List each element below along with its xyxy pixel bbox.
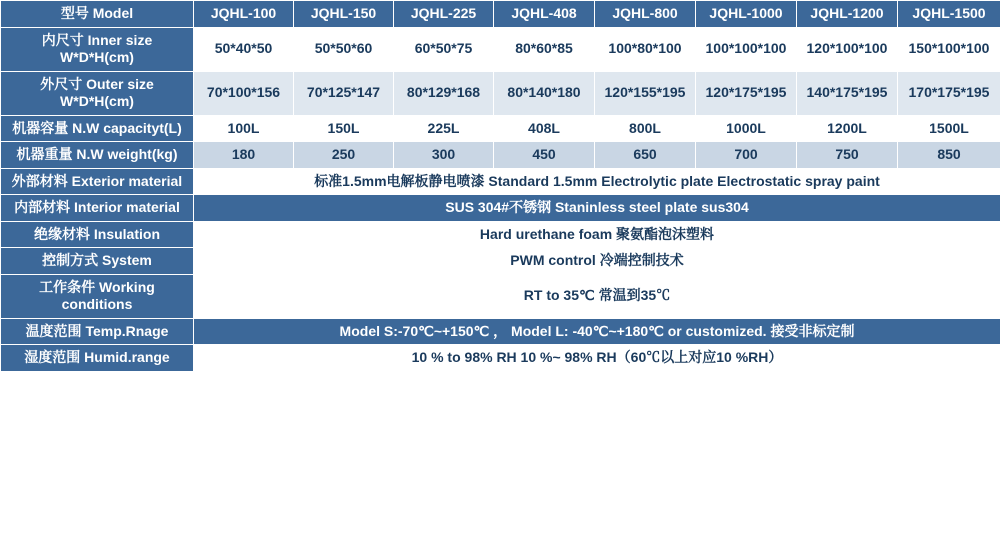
cell-inner-3: 60*50*75 bbox=[394, 27, 494, 71]
row-label-exterior-material: 外部材料 Exterior material bbox=[1, 168, 194, 195]
table-row-system bbox=[1, 248, 1000, 275]
table-row-inner-size bbox=[1, 27, 1000, 71]
table-row-outer-size bbox=[1, 71, 1000, 115]
cell-insulation: Hard urethane foam 聚氨酯泡沫塑料 bbox=[194, 221, 1000, 248]
cell-weight-2: 250 bbox=[294, 142, 394, 169]
cell-capacity-1: 100L bbox=[194, 115, 294, 142]
cell-outer-1: 70*100*156 bbox=[194, 71, 294, 115]
cell-model-7: JQHL-1200 bbox=[797, 1, 898, 28]
row-label-temp-range: 温度范围 Temp.Rnage bbox=[1, 318, 194, 345]
cell-weight-4: 450 bbox=[494, 142, 595, 169]
row-label-insulation: 绝缘材料 Insulation bbox=[1, 221, 194, 248]
cell-outer-7: 140*175*195 bbox=[797, 71, 898, 115]
cell-capacity-8: 1500L bbox=[898, 115, 1000, 142]
cell-humid-range: 10 % to 98% RH 10 %~ 98% RH（60℃以上对应10 %RH） bbox=[194, 345, 1000, 372]
cell-outer-4: 80*140*180 bbox=[494, 71, 595, 115]
row-label-outer-size: 外尺寸 Outer size W*D*H(cm) bbox=[1, 71, 194, 115]
row-label-model: 型号 Model bbox=[1, 1, 194, 28]
table-row-weight bbox=[1, 142, 1000, 169]
row-label-interior-material: 内部材料 Interior material bbox=[1, 195, 194, 222]
cell-model-4: JQHL-408 bbox=[494, 1, 595, 28]
row-label-system: 控制方式 System bbox=[1, 248, 194, 275]
cell-outer-6: 120*175*195 bbox=[696, 71, 797, 115]
cell-inner-5: 100*80*100 bbox=[595, 27, 696, 71]
cell-exterior-material: 标准1.5mm电解板静电喷漆 Standard 1.5mm Electrolytic plate Electrostatic spray paint bbox=[194, 168, 1000, 195]
cell-capacity-4: 408L bbox=[494, 115, 595, 142]
table-row-temp-range bbox=[1, 318, 1000, 345]
cell-capacity-3: 225L bbox=[394, 115, 494, 142]
cell-working-conditions: RT to 35℃ 常温到35℃ bbox=[194, 274, 1000, 318]
cell-weight-5: 650 bbox=[595, 142, 696, 169]
cell-interior-material: SUS 304#不锈钢 Staninless steel plate sus304 bbox=[194, 195, 1000, 222]
cell-weight-7: 750 bbox=[797, 142, 898, 169]
cell-inner-2: 50*50*60 bbox=[294, 27, 394, 71]
cell-inner-4: 80*60*85 bbox=[494, 27, 595, 71]
cell-model-1: JQHL-100 bbox=[194, 1, 294, 28]
cell-weight-3: 300 bbox=[394, 142, 494, 169]
table-row-working-conditions bbox=[1, 274, 1000, 318]
cell-model-8: JQHL-1500 bbox=[898, 1, 1000, 28]
cell-temp-range: Model S:-70℃~+150℃ ， Model L: -40℃~+180℃ or customized. 接受非标定制 bbox=[194, 318, 1000, 345]
cell-inner-1: 50*40*50 bbox=[194, 27, 294, 71]
table-row-capacity bbox=[1, 115, 1000, 142]
table-row-exterior-material bbox=[1, 168, 1000, 195]
cell-model-3: JQHL-225 bbox=[394, 1, 494, 28]
cell-outer-8: 170*175*195 bbox=[898, 71, 1000, 115]
table-row-humid-range bbox=[1, 345, 1000, 372]
cell-model-6: JQHL-1000 bbox=[696, 1, 797, 28]
cell-weight-8: 850 bbox=[898, 142, 1000, 169]
row-label-working-conditions: 工作条件 Working conditions bbox=[1, 274, 194, 318]
cell-inner-7: 120*100*100 bbox=[797, 27, 898, 71]
row-label-capacity: 机器容量 N.W capacityt(L) bbox=[1, 115, 194, 142]
cell-capacity-7: 1200L bbox=[797, 115, 898, 142]
cell-system: PWM control 冷端控制技术 bbox=[194, 248, 1000, 275]
table-body bbox=[1, 1, 1000, 372]
table-row-model bbox=[1, 1, 1000, 28]
row-label-weight: 机器重量 N.W weight(kg) bbox=[1, 142, 194, 169]
cell-weight-1: 180 bbox=[194, 142, 294, 169]
cell-inner-8: 150*100*100 bbox=[898, 27, 1000, 71]
cell-outer-5: 120*155*195 bbox=[595, 71, 696, 115]
cell-capacity-5: 800L bbox=[595, 115, 696, 142]
cell-capacity-2: 150L bbox=[294, 115, 394, 142]
cell-outer-2: 70*125*147 bbox=[294, 71, 394, 115]
cell-inner-6: 100*100*100 bbox=[696, 27, 797, 71]
cell-model-5: JQHL-800 bbox=[595, 1, 696, 28]
row-label-humid-range: 湿度范围 Humid.range bbox=[1, 345, 194, 372]
row-label-inner-size: 内尺寸 Inner size W*D*H(cm) bbox=[1, 27, 194, 71]
cell-outer-3: 80*129*168 bbox=[394, 71, 494, 115]
cell-model-2: JQHL-150 bbox=[294, 1, 394, 28]
cell-weight-6: 700 bbox=[696, 142, 797, 169]
table-row-insulation bbox=[1, 221, 1000, 248]
cell-capacity-6: 1000L bbox=[696, 115, 797, 142]
table-row-interior-material bbox=[1, 195, 1000, 222]
